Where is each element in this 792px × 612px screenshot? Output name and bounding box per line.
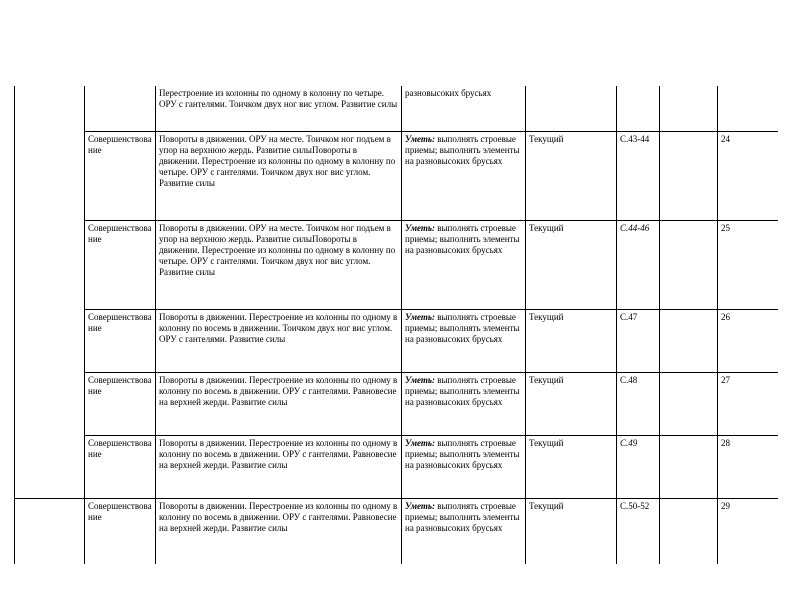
table-row [15,498,779,564]
number-cell: 27 [718,372,779,435]
skills-label: Уметь: [405,311,435,322]
requirements-cell [402,131,526,220]
extra-cell [660,372,718,435]
control-cell [526,86,617,131]
homework-cell: С.43-44 [617,131,660,220]
section-cell: Совершенствование [85,220,156,309]
extra-cell [660,309,718,372]
requirements-text: выполнять строевые приемы; выполнять элементы на разновысоких брусьях [405,311,520,344]
control-cell: Текущий [526,131,617,220]
extra-cell [660,498,718,564]
number-cell: 25 [718,220,779,309]
control-cell: Текущий [526,309,617,372]
requirements-text: выполнять строевые приемы; выполнять элементы на разновысоких брусьях [405,437,520,470]
section-cell [85,86,156,131]
homework-cell: С.50-52 [617,498,660,564]
control-cell: Текущий [526,220,617,309]
requirements-text: выполнять строевые приемы; выполнять элементы на разновысоких брусьях [405,500,520,533]
skills-label: Уметь: [405,500,435,511]
requirements-cell [402,372,526,435]
requirements-text: выполнять строевые приемы; выполнять элементы на разновысоких брусьях [405,133,520,166]
topic-cell [15,86,85,498]
extra-cell [660,220,718,309]
homework-cell: С.47 [617,309,660,372]
number-cell: 29 [718,498,779,564]
table-row [15,86,779,131]
content-cell: Перестроение из колонны по одному в колонну по четыре. ОРУ с гантелями. Тоичком двух ног вис углом. Развитие силы [156,86,402,131]
lesson-plan-table [14,86,778,564]
section-cell: Совершенствование [85,498,156,564]
table-row [15,131,779,220]
table-row [15,220,779,309]
homework-cell: С.48 [617,372,660,435]
requirements-cell [402,498,526,564]
skills-label: Уметь: [405,437,435,448]
section-cell: Совершенствование [85,372,156,435]
control-cell: Текущий [526,372,617,435]
extra-cell [660,435,718,498]
table-row [15,435,779,498]
extra-cell [660,131,718,220]
document-page [14,86,778,564]
number-cell: 24 [718,131,779,220]
number-cell: 26 [718,309,779,372]
homework-cell: С.44-46 [617,220,660,309]
content-cell: Повороты в движении. ОРУ на месте. Тоичком ног подъем в упор на верхнюю жердь. Развитие силыПовороты в движении. Перестроение из колонны по одному в колонну по четыре. ОРУ с гантелями. Тоичком двух ног вис углом. Развитие силы [156,131,402,220]
table-row [15,309,779,372]
section-cell: Совершенствование [85,435,156,498]
section-cell: Совершенствование [85,309,156,372]
requirements-cell [402,86,526,131]
skills-label: Уметь: [405,222,435,233]
content-cell: Повороты в движении. Перестроение из колонны по одному в колонну по восемь в движении. ОРУ с гантелями. Равновесие на верхней жерди. Развитие силы [156,435,402,498]
number-cell [718,86,779,131]
requirements-cell [402,220,526,309]
content-cell: Повороты в движении. Перестроение из колонны по одному в колонну по восемь в движении. ОРУ с гантелями. Равновесие на верхней жерди. Развитие силы [156,498,402,564]
requirements-cell [402,309,526,372]
content-cell: Повороты в движении. Перестроение из колонны по одному в колонну по восемь в движении. Тоичком двух ног вис углом. ОРУ с гантелями. Развитие силы [156,309,402,372]
homework-cell: С.49 [617,435,660,498]
section-cell: Совершенствование [85,131,156,220]
skills-label: Уметь: [405,374,435,385]
content-cell: Повороты в движении. ОРУ на месте. Тоичком ног подъем в упор на верхнюю жердь. Развитие силыПовороты в движении. Перестроение из колонны по одному в колонну по четыре. ОРУ с гантелями. Тоичком двух ног вис углом. Развитие силы [156,220,402,309]
requirements-text: выполнять строевые приемы; выполнять элементы на разновысоких брусьях [405,374,520,407]
requirements-cell [402,435,526,498]
homework-cell [617,86,660,131]
number-cell: 28 [718,435,779,498]
control-cell: Текущий [526,498,617,564]
extra-cell [660,86,718,131]
table-row [15,372,779,435]
control-cell: Текущий [526,435,617,498]
requirements-text: разновысоких брусьях [405,88,492,98]
requirements-text: выполнять строевые приемы; выполнять элементы на разновысоких брусьях [405,222,520,255]
content-cell: Повороты в движении. Перестроение из колонны по одному в колонну по восемь в движении. ОРУ с гантелями. Равновесие на верхней жерди. Развитие силы [156,372,402,435]
topic-cell [15,498,85,564]
skills-label: Уметь: [405,133,435,144]
